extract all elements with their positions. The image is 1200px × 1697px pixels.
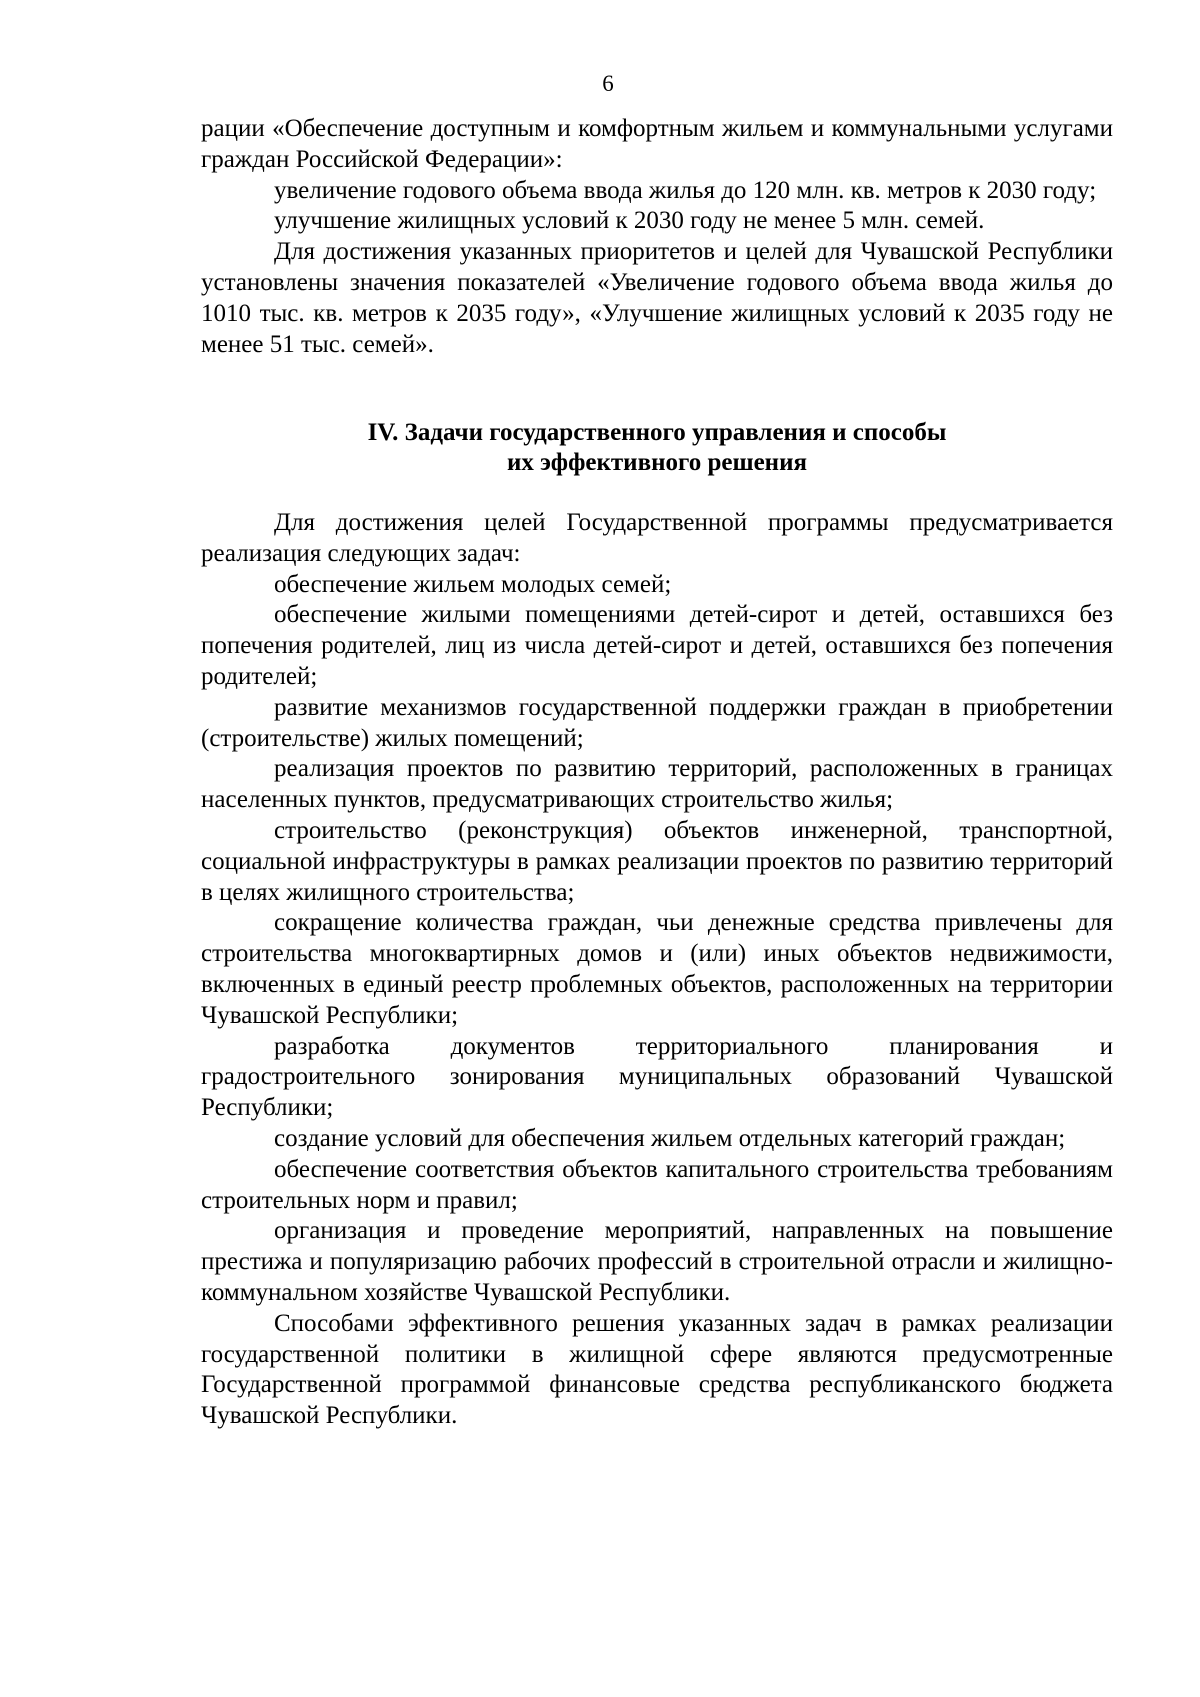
paragraph: Способами эффективного решения указанных задач в рамках реализации государственной политики в жилищной сфере являются предусмотренные Государственной программой финансовые средства республиканского бюджета Чувашской Республики. [201,1309,1113,1430]
list-item: обеспечение жильем молодых семей; [274,570,672,598]
list-item: создание условий для обеспечения жильем отдельных категорий граждан; [274,1124,1066,1152]
page-number: 6 [602,71,614,96]
paragraph: улучшение жилищных условий к 2030 году не менее 5 млн. семей. [274,207,985,235]
list-item: разработка документов территориального планирования и градостроительного зонирования муниципальных образований Чувашской Республики; [201,1032,1113,1122]
section-body [201,508,1113,1432]
paragraph: увеличение годового объема ввода жилья до 120 млн. кв. метров к 2030 году; [274,176,1097,204]
list-item: развитие механизмов государственной поддержки граждан в приобретении (строительстве) жилых помещений; [201,693,1113,752]
list-item: сокращение количества граждан, чьи денежные средства привлечены для строительства многоквартирных домов и (или) иных объектов недвижимости, включенных в единый реестр проблемных объектов, расположенных на территории Чувашской Республики; [201,909,1113,1029]
intro-text [201,114,1113,360]
list-item: организация и проведение мероприятий, направленных на повышение престижа и популяризацию рабочих профессий в строительной отрасли и жилищно-коммунальном хозяйстве Чувашской Республики. [201,1217,1113,1306]
list-item: строительство (реконструкция) объектов инженерной, транспортной, социальной инфраструктуры в рамках реализации проектов по развитию территорий в целях жилищного строительства; [201,816,1113,906]
list-item: реализация проектов по развитию территорий, расположенных в границах населенных пунктов, предусматривающих строительство жилья; [201,755,1113,814]
list-item: обеспечение соответствия объектов капитального строительства требованиям строительных норм и правил; [201,1155,1113,1214]
list-item: обеспечение жилыми помещениями детей-сирот и детей, оставшихся без попечения родителей, лиц из числа детей-сирот и детей, оставшихся без попечения родителей; [201,601,1113,690]
section-heading-line: IV. Задачи государственного управления и способы [367,419,947,446]
section-heading [201,418,1113,478]
paragraph: рации «Обеспечение доступным и комфортным жильем и коммунальными услугами граждан Российской Федерации»: [201,115,1113,173]
paragraph: Для достижения указанных приоритетов и целей для Чувашской Республики установлены значения показателей «Увеличение годового объема ввода жилья до 1010 тыс. кв. метров к 2035 году», «Улучшение жилищных условий к 2035 году не менее 51 тыс. семей». [201,238,1113,358]
paragraph: Для достижения целей Государственной программы предусматривается реализация следующих задач: [201,509,1113,567]
section-heading-line: их эффективного решения [506,449,807,476]
